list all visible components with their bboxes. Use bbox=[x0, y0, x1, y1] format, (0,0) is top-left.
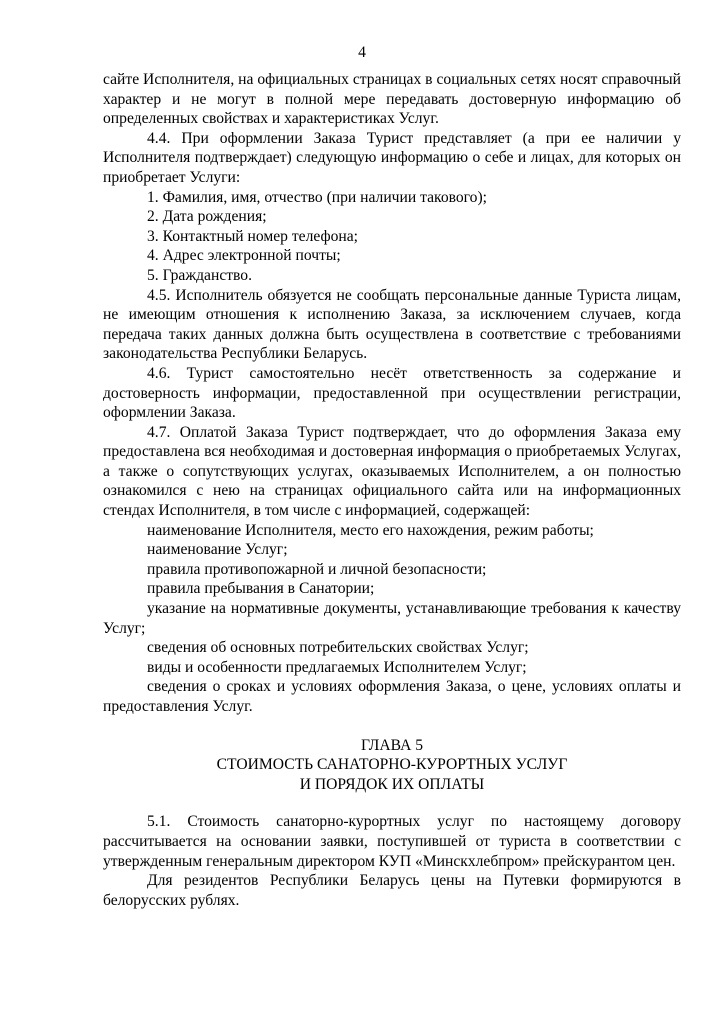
list-item: наименование Исполнителя, место его нахождения, режим работы; bbox=[147, 521, 594, 539]
list-item: виды и особенности предлагаемых Исполнителем Услуг; bbox=[147, 658, 527, 676]
list-item: 2. Дата рождения; bbox=[147, 208, 267, 226]
page-number: 4 bbox=[358, 44, 366, 61]
paragraph-4-5: 4.5. Исполнитель обязуется не сообщать персональные данные Туриста лицам, не имеющим отношения к исполнению Заказа, за исключением случаев, когда передача таких данных должна быть осуществлена в соответствие с требованиями законодательства Республики Беларусь. bbox=[103, 286, 681, 363]
list-4-4 bbox=[103, 188, 681, 286]
paragraph-residents: Для резидентов Республики Беларусь цены на Путевки формируются в белорусских рублях. bbox=[103, 872, 681, 909]
paragraph-4-7: 4.7. Оплатой Заказа Турист подтверждает, что до оформления Заказа ему предоставлена вся необходимая и достоверная информация о приобретаемых Услугах, а также о сопутствующих услугах, оказываемых Исполнителем, а он полностью ознакомился с нею на страницах официального сайта или на информационных стендах Исполнителя, в том числе с информацией, содержащей: bbox=[103, 423, 681, 520]
document-body bbox=[103, 70, 681, 910]
list-item: указание на нормативные документы, устанавливающие требования к качеству Услуг; bbox=[103, 600, 681, 637]
list-item: правила пребывания в Санатории; bbox=[147, 580, 375, 598]
list-4-7 bbox=[103, 521, 681, 717]
list-item: 5. Гражданство. bbox=[147, 266, 253, 284]
chapter-number: ГЛАВА 5 bbox=[360, 736, 424, 754]
list-item: 4. Адрес электронной почты; bbox=[147, 247, 341, 265]
list-item: сведения о сроках и условиях оформления Заказа, о цене, условиях оплаты и предоставления Услуг. bbox=[103, 678, 681, 715]
list-item: 1. Фамилия, имя, отчество (при наличии такового); bbox=[147, 188, 488, 206]
list-item: наименование Услуг; bbox=[147, 541, 288, 559]
chapter-title-line-2: И ПОРЯДОК ИХ ОПЛАТЫ bbox=[299, 775, 485, 793]
paragraph-4-6: 4.6. Турист самостоятельно несёт ответственность за содержание и достоверность информации, предоставленной при осуществлении регистрации, оформлении Заказа. bbox=[103, 364, 681, 422]
list-item: правила противопожарной и личной безопасности; bbox=[147, 560, 487, 578]
chapter-title-line-1: СТОИМОСТЬ САНАТОРНО-КУРОРТНЫХ УСЛУГ bbox=[216, 756, 568, 774]
list-item: 3. Контактный номер телефона; bbox=[147, 227, 358, 245]
list-item: сведения об основных потребительских свойствах Услуг; bbox=[147, 639, 529, 657]
paragraph-intro: сайте Исполнителя, на официальных страницах в социальных сетях носят справочный характер и не могут в полной мере передавать достоверную информацию об определенных свойствах и характеристиках Услуг. bbox=[103, 71, 681, 128]
paragraph-5-1: 5.1. Стоимость санаторно-курортных услуг по настоящему договору рассчитывается на основании заявки, поступившей от туриста в соответствии с утвержденным генеральным директором КУП «Минскхлебпром» прейскурантом цен. bbox=[103, 813, 681, 870]
paragraph-4-4: 4.4. При оформлении Заказа Турист представляет (а при ее наличии у Исполнителя подтверждает) следующую информацию о себе и лицах, для которых он приобретает Услуги: bbox=[103, 129, 681, 186]
